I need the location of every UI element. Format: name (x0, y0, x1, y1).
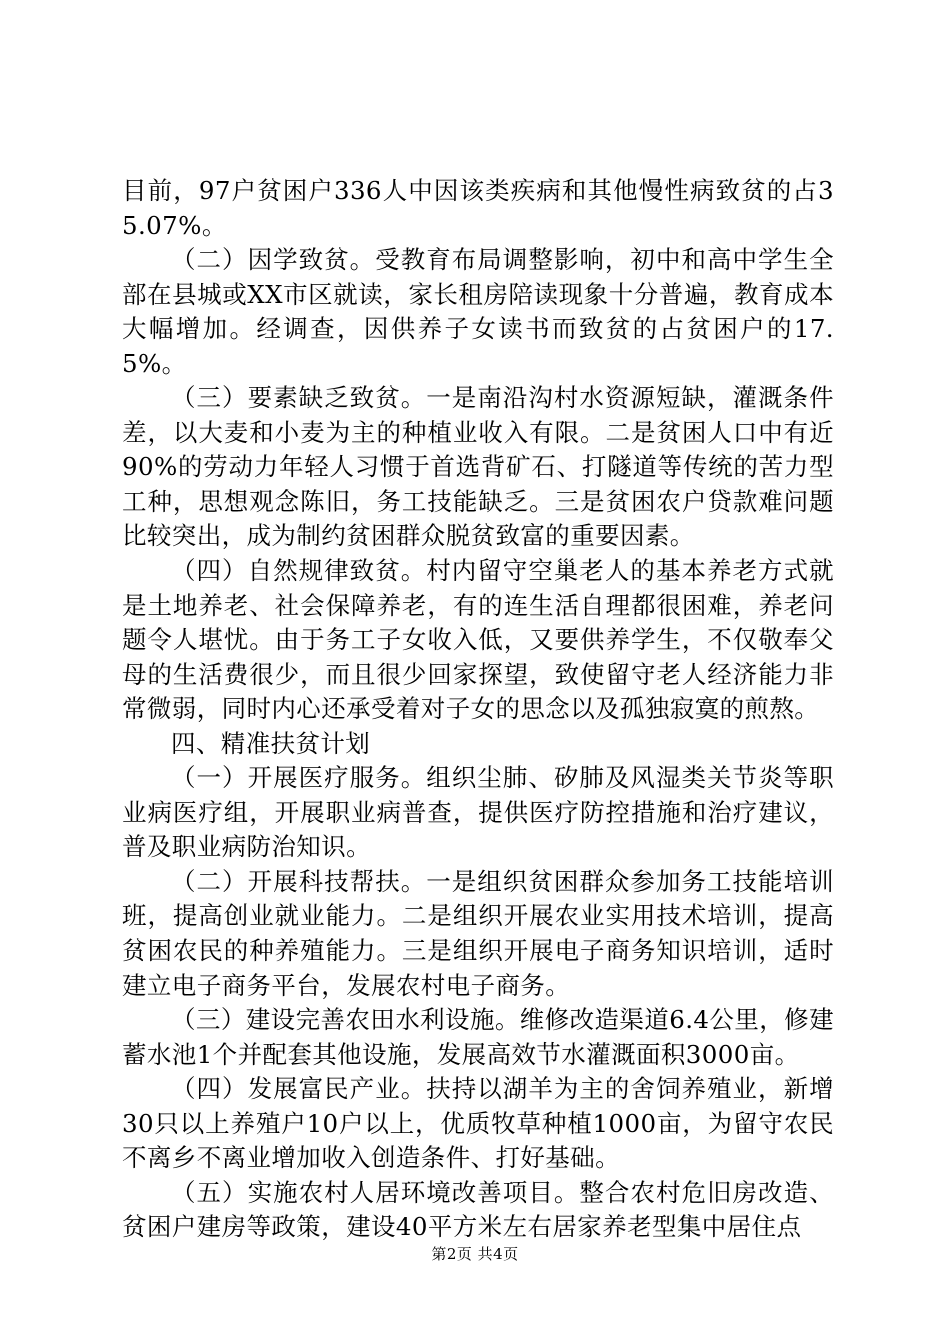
page-footer: 第2页 共4页 (431, 1245, 519, 1263)
paragraph-industry: （四）发展富民产业。扶持以湖羊为主的舍饲养殖业，新增30只以上养殖户10户以上，优质牧草种植1000亩，为留守农民不离乡不离业增加收入创造条件、打好基础。 (122, 1074, 834, 1173)
paragraph-living-environment: （五）实施农村人居环境改善项目。整合农村危旧房改造、贫困户建房等政策，建设40平方米左右居家养老型集中居住点 (122, 1177, 834, 1242)
section-heading: 四、精准扶贫计划 (171, 728, 371, 758)
paragraph-medical-service: （一）开展医疗服务。组织尘肺、矽肺及风湿类关节炎等职业病医疗组，开展职业病普查，提供医疗防控措施和治疗建议，普及职业病防治知识。 (122, 763, 834, 862)
paragraph-tech-assistance: （二）开展科技帮扶。一是组织贫困群众参加务工技能培训班，提高创业就业能力。二是组织开展农业实用技术培训，提高贫困农民的种养殖能力。三是组织开展电子商务知识培训，适时建立电子商务平台，发展农村电子商务。 (122, 866, 834, 1000)
paragraph-water-facilities: （三）建设完善农田水利设施。维修改造渠道6.4公里，修建蓄水池1个并配套其他设施，发展高效节水灌溉面积3000亩。 (122, 1005, 834, 1069)
document-body (122, 174, 834, 1245)
paragraph-illness-stat: 目前，97户贫困户336人中因该类疾病和其他慢性病致贫的占35.07%。 (122, 176, 834, 240)
paragraph-education-poverty: （二）因学致贫。受教育布局调整影响，初中和高中学生全部在县城或XX市区就读，家长租房陪读现象十分普遍，教育成本大幅增加。经调查，因供养子女读书而致贫的占贫困户的17.5%。 (122, 245, 834, 378)
paragraph-natural-law-poverty: （四）自然规律致贫。村内留守空巢老人的基本养老方式就是土地养老、社会保障养老，有的连生活自理都很困难，养老问题令人堪忧。由于务工子女收入低，又要供养学生，不仅敬奉父母的生活费很少，而且很少回家探望，致使留守老人经济能力非常微弱，同时内心还承受着对子女的思念以及孤独寂寞的煎熬。 (122, 556, 834, 724)
paragraph-resource-shortage: （三）要素缺乏致贫。一是南沿沟村水资源短缺，灌溉条件差，以大麦和小麦为主的种植业收入有限。二是贫困人口中有近90%的劳动力年轻人习惯于首选背矿石、打隧道等传统的苦力型工种，思想观念陈旧，务工技能缺乏。三是贫困农户贷款难问题比较突出，成为制约贫困群众脱贫致富的重要因素。 (122, 383, 834, 551)
